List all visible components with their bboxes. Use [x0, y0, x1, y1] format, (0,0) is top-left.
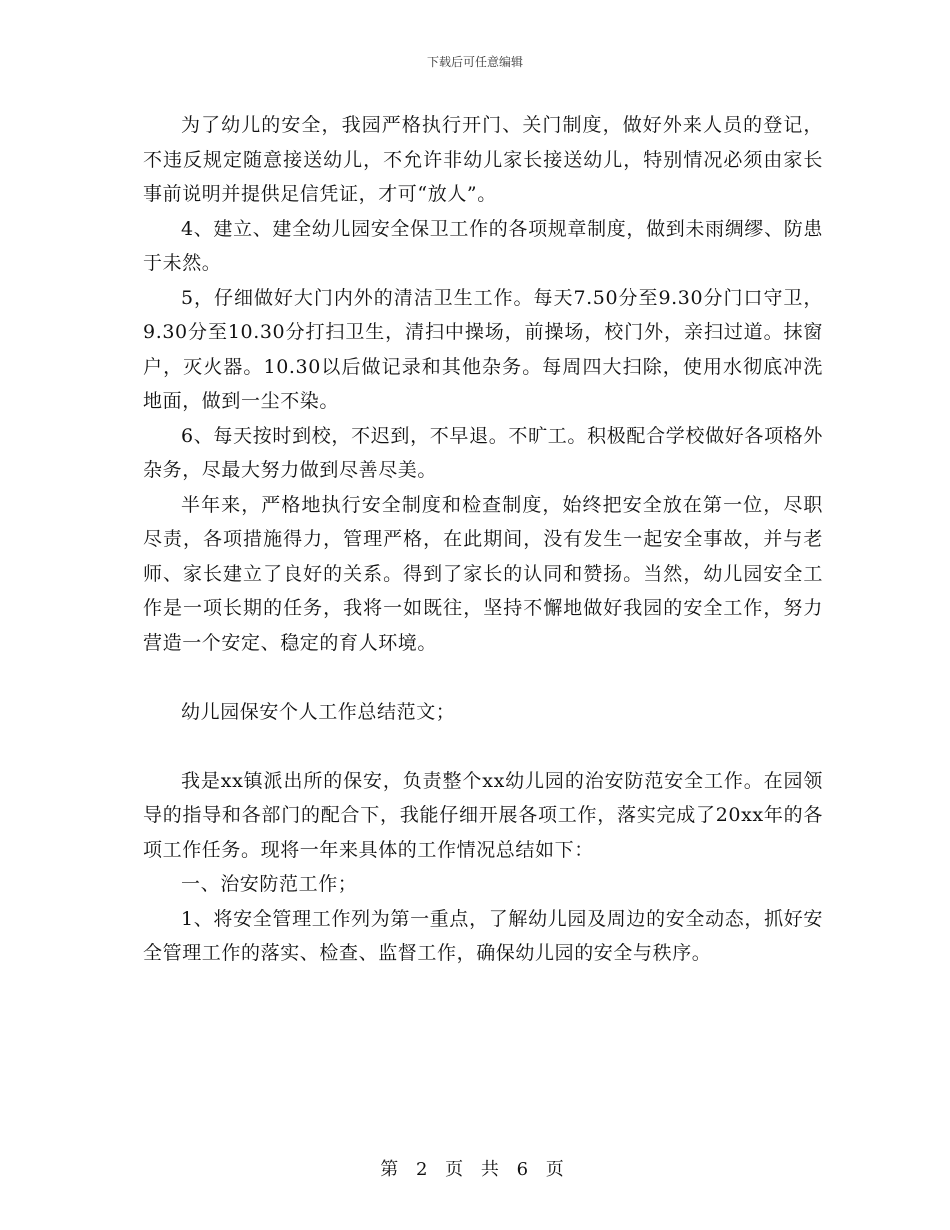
- paragraph-item-4: 4、建立、建全幼儿园安全保卫工作的各项规章制度，做到未雨绸缪、防患于未然。: [143, 217, 823, 274]
- document-body: [143, 108, 823, 971]
- section-title: 幼儿园保安个人工作总结范文；: [181, 700, 456, 723]
- paragraph-item-1: 1、将安全管理工作列为第一重点，了解幼儿园及周边的安全动态，抓好安全管理工作的落实、检查、监督工作，确保幼儿园的安全与秩序。: [143, 907, 823, 964]
- paragraph-item-6: 6、每天按时到校，不迟到，不早退。不旷工。积极配合学校做好各项格外杂务，尽最大努力做到尽善尽美。: [143, 424, 823, 481]
- paragraph-half-year-summary: 半年来，严格地执行安全制度和检查制度，始终把安全放在第一位，尽职尽责，各项措施得力，管理严格，在此期间，没有发生一起安全事故，并与老师、家长建立了良好的关系。得到了家长的认同和赞扬。当然，幼儿园安全工作是一项长期的任务，我将一如既往，坚持不懈地做好我园的安全工作，努力营造一个安定、稳定的育人环境。: [143, 493, 823, 654]
- page-number-footer: 第 2 页 共 6 页: [380, 1159, 570, 1180]
- paragraph-safety-gate: 为了幼儿的安全，我园严格执行开门、关门制度，做好外来人员的登记，不违反规定随意接送幼儿，不允许非幼儿家长接送幼儿，特别情况必须由家长事前说明并提供足信凭证，才可“放人”。: [143, 114, 823, 205]
- paragraph-intro: 我是xx镇派出所的保安，负责整个xx幼儿园的治安防范安全工作。在园领导的指导和各部门的配合下，我能仔细开展各项工作，落实完成了20xx年的各项工作任务。现将一年来具体的工作情况总结如下：: [143, 769, 823, 861]
- page-header-note: 下载后可任意编辑: [426, 55, 523, 69]
- paragraph-item-5: 5，仔细做好大门内外的清洁卫生工作。每天7.50分至9.30分门口守卫，9.30分至10.30分打扫卫生，清扫中操场，前操场，校门外，亲扫过道。抹窗户，灭火器。10.30以后做记录和其他杂务。每周四大扫除，使用水彻底冲洗地面，做到一尘不染。: [143, 286, 823, 412]
- subheading-security: 一、治安防范工作；: [181, 873, 358, 895]
